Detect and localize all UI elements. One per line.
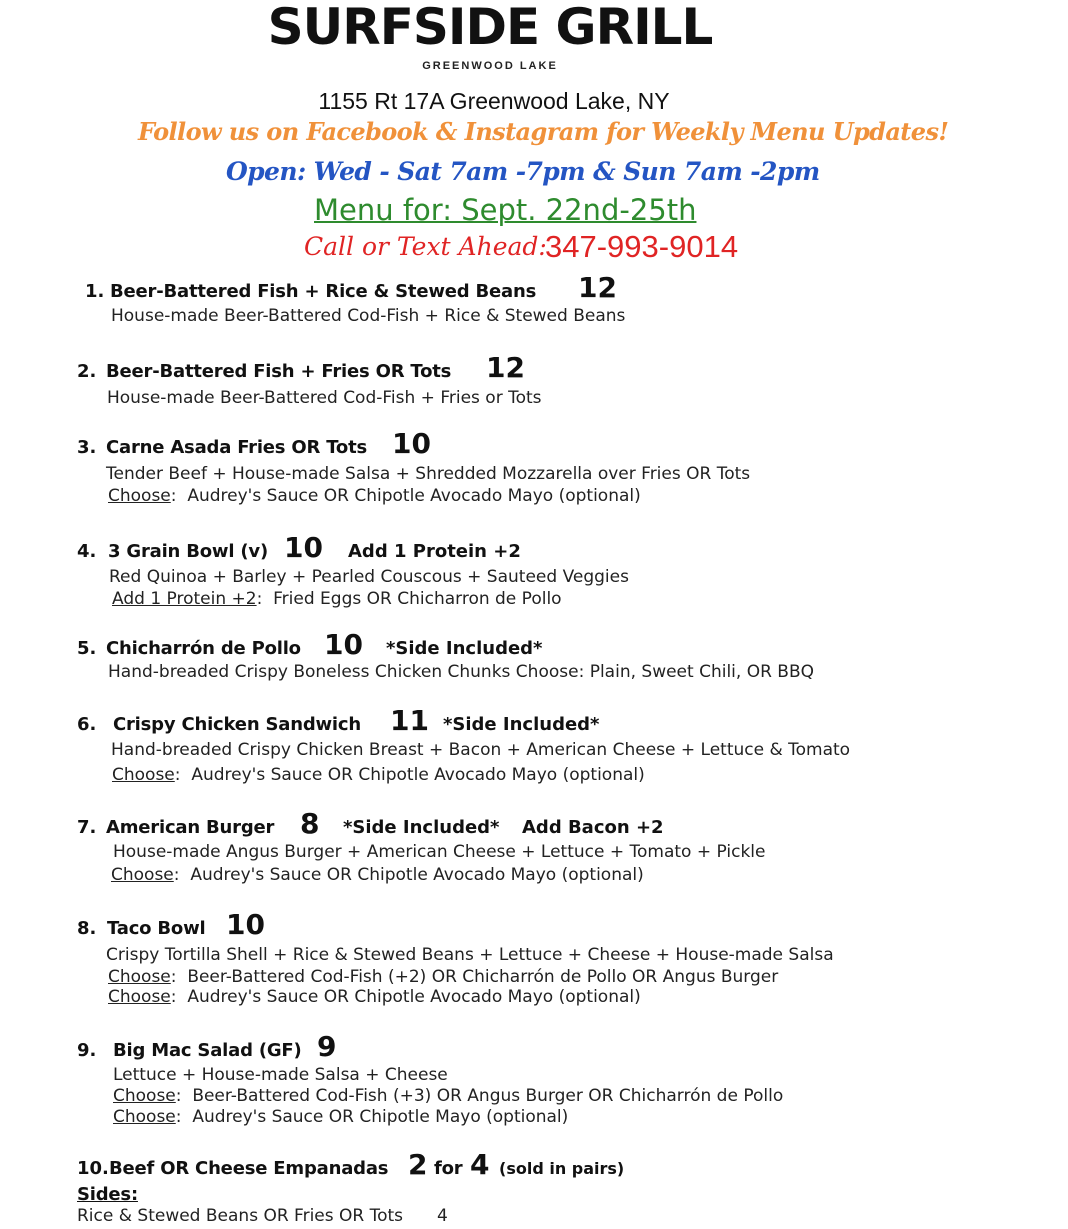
item-choose-line: Choose: Audrey's Sauce OR Chipotle Avocado Mayo (optional) (108, 987, 641, 1007)
logo-subtitle: GREENWOOD LAKE (422, 60, 558, 72)
restaurant-logo: SURFSIDE GRILL (267, 0, 713, 56)
item-title: 3 Grain Bowl (v) (108, 541, 268, 562)
side-included-note: *Side Included* (343, 817, 500, 838)
address: 1155 Rt 17A Greenwood Lake, NY (318, 88, 670, 114)
item-price: 11 (390, 704, 429, 737)
item-number: 10. (77, 1158, 109, 1179)
item-price-total: 4 (470, 1148, 490, 1181)
item-number: 5. (77, 638, 97, 659)
item-description: House-made Beer-Battered Cod-Fish + Fries or Tots (107, 388, 542, 408)
item-title: Beer-Battered Fish + Rice & Stewed Beans (110, 281, 537, 302)
item-description: Hand-breaded Crispy Chicken Breast + Bacon + American Cheese + Lettuce & Tomato (111, 740, 851, 760)
item-price: 10 (392, 427, 431, 460)
item-title: American Burger (106, 817, 275, 838)
item-description: Hand-breaded Crispy Boneless Chicken Chunks Choose: Plain, Sweet Chili, OR BBQ (108, 662, 815, 682)
item-choose-line: Choose: Audrey's Sauce OR Chipotle Avocado Mayo (optional) (112, 765, 645, 785)
item-choose-line: Choose: Audrey's Sauce OR Chipotle Avocado Mayo (optional) (111, 865, 644, 885)
item-title: Carne Asada Fries OR Tots (106, 437, 367, 458)
item-price: 10 (324, 628, 363, 661)
item-title: Beer-Battered Fish + Fries OR Tots (106, 361, 452, 382)
item-title: Crispy Chicken Sandwich (113, 714, 361, 735)
item-number: 7. (77, 817, 97, 838)
item-choose-line: Add 1 Protein +2: Fried Eggs OR Chicharron de Pollo (112, 589, 562, 609)
item-title: Beef OR Cheese Empanadas (109, 1158, 389, 1179)
item-choose-line: Choose: Audrey's Sauce OR Chipotle Mayo (optional) (113, 1107, 569, 1127)
item-choose-line: Choose: Beer-Battered Cod-Fish (+3) OR Angus Burger OR Chicharrón de Pollo (113, 1086, 784, 1106)
item-number: 9. (77, 1040, 97, 1061)
item-number: 1. (85, 281, 105, 302)
item-title: Taco Bowl (107, 918, 206, 939)
item-description: House-made Beer-Battered Cod-Fish + Rice & Stewed Beans (111, 306, 626, 326)
item-description: Tender Beef + House-made Salsa + Shredded Mozzarella over Fries OR Tots (106, 464, 751, 484)
item-description: Lettuce + House-made Salsa + Cheese (113, 1065, 448, 1085)
sides-price: 4 (437, 1206, 448, 1226)
item-number: 3. (77, 437, 97, 458)
item-title: Chicharrón de Pollo (106, 638, 301, 659)
item-price: 10 (284, 531, 323, 564)
phone-number[interactable]: 347-993-9014 (545, 229, 739, 264)
sold-in-pairs-note: (sold in pairs) (499, 1159, 625, 1178)
item-price: 12 (486, 351, 525, 384)
menu-date-range: Menu for: Sept. 22nd-25th (314, 193, 697, 227)
call-label: Call or Text Ahead: (304, 232, 547, 261)
side-included-note: *Side Included* (386, 638, 543, 659)
item-price: 10 (226, 908, 265, 941)
item-number: 6. (77, 714, 97, 735)
item-description: House-made Angus Burger + American Cheese + Lettuce + Tomato + Pickle (113, 842, 766, 862)
item-description: Crispy Tortilla Shell + Rice & Stewed Beans + Lettuce + Cheese + House-made Salsa (106, 945, 834, 965)
item-price: 12 (578, 271, 617, 304)
sides-heading: Sides: (77, 1184, 138, 1205)
social-follow-note: Follow us on Facebook & Instagram for Weekly Menu Updates! (138, 117, 949, 146)
item-title: Big Mac Salad (GF) (113, 1040, 302, 1061)
item-choose-line: Choose: Beer-Battered Cod-Fish (+2) OR Chicharrón de Pollo OR Angus Burger (108, 967, 779, 987)
side-included-note: *Side Included* (443, 714, 600, 735)
item-number: 4. (77, 541, 97, 562)
item-price-for: for (434, 1158, 463, 1179)
item-choose-line: Choose: Audrey's Sauce OR Chipotle Avocado Mayo (optional) (108, 486, 641, 506)
item-addon-note: Add 1 Protein +2 (348, 541, 521, 562)
item-price: 9 (317, 1030, 337, 1063)
item-description: Red Quinoa + Barley + Pearled Couscous + Sauteed Veggies (109, 567, 629, 587)
item-number: 8. (77, 918, 97, 939)
item-number: 2. (77, 361, 97, 382)
item-price: 8 (300, 807, 320, 840)
opening-hours: Open: Wed - Sat 7am -7pm & Sun 7am -2pm (226, 157, 820, 186)
sides-text: Rice & Stewed Beans OR Fries OR Tots (77, 1206, 404, 1226)
item-addon-note: Add Bacon +2 (522, 817, 664, 838)
item-price-pair: 2 (408, 1148, 428, 1181)
